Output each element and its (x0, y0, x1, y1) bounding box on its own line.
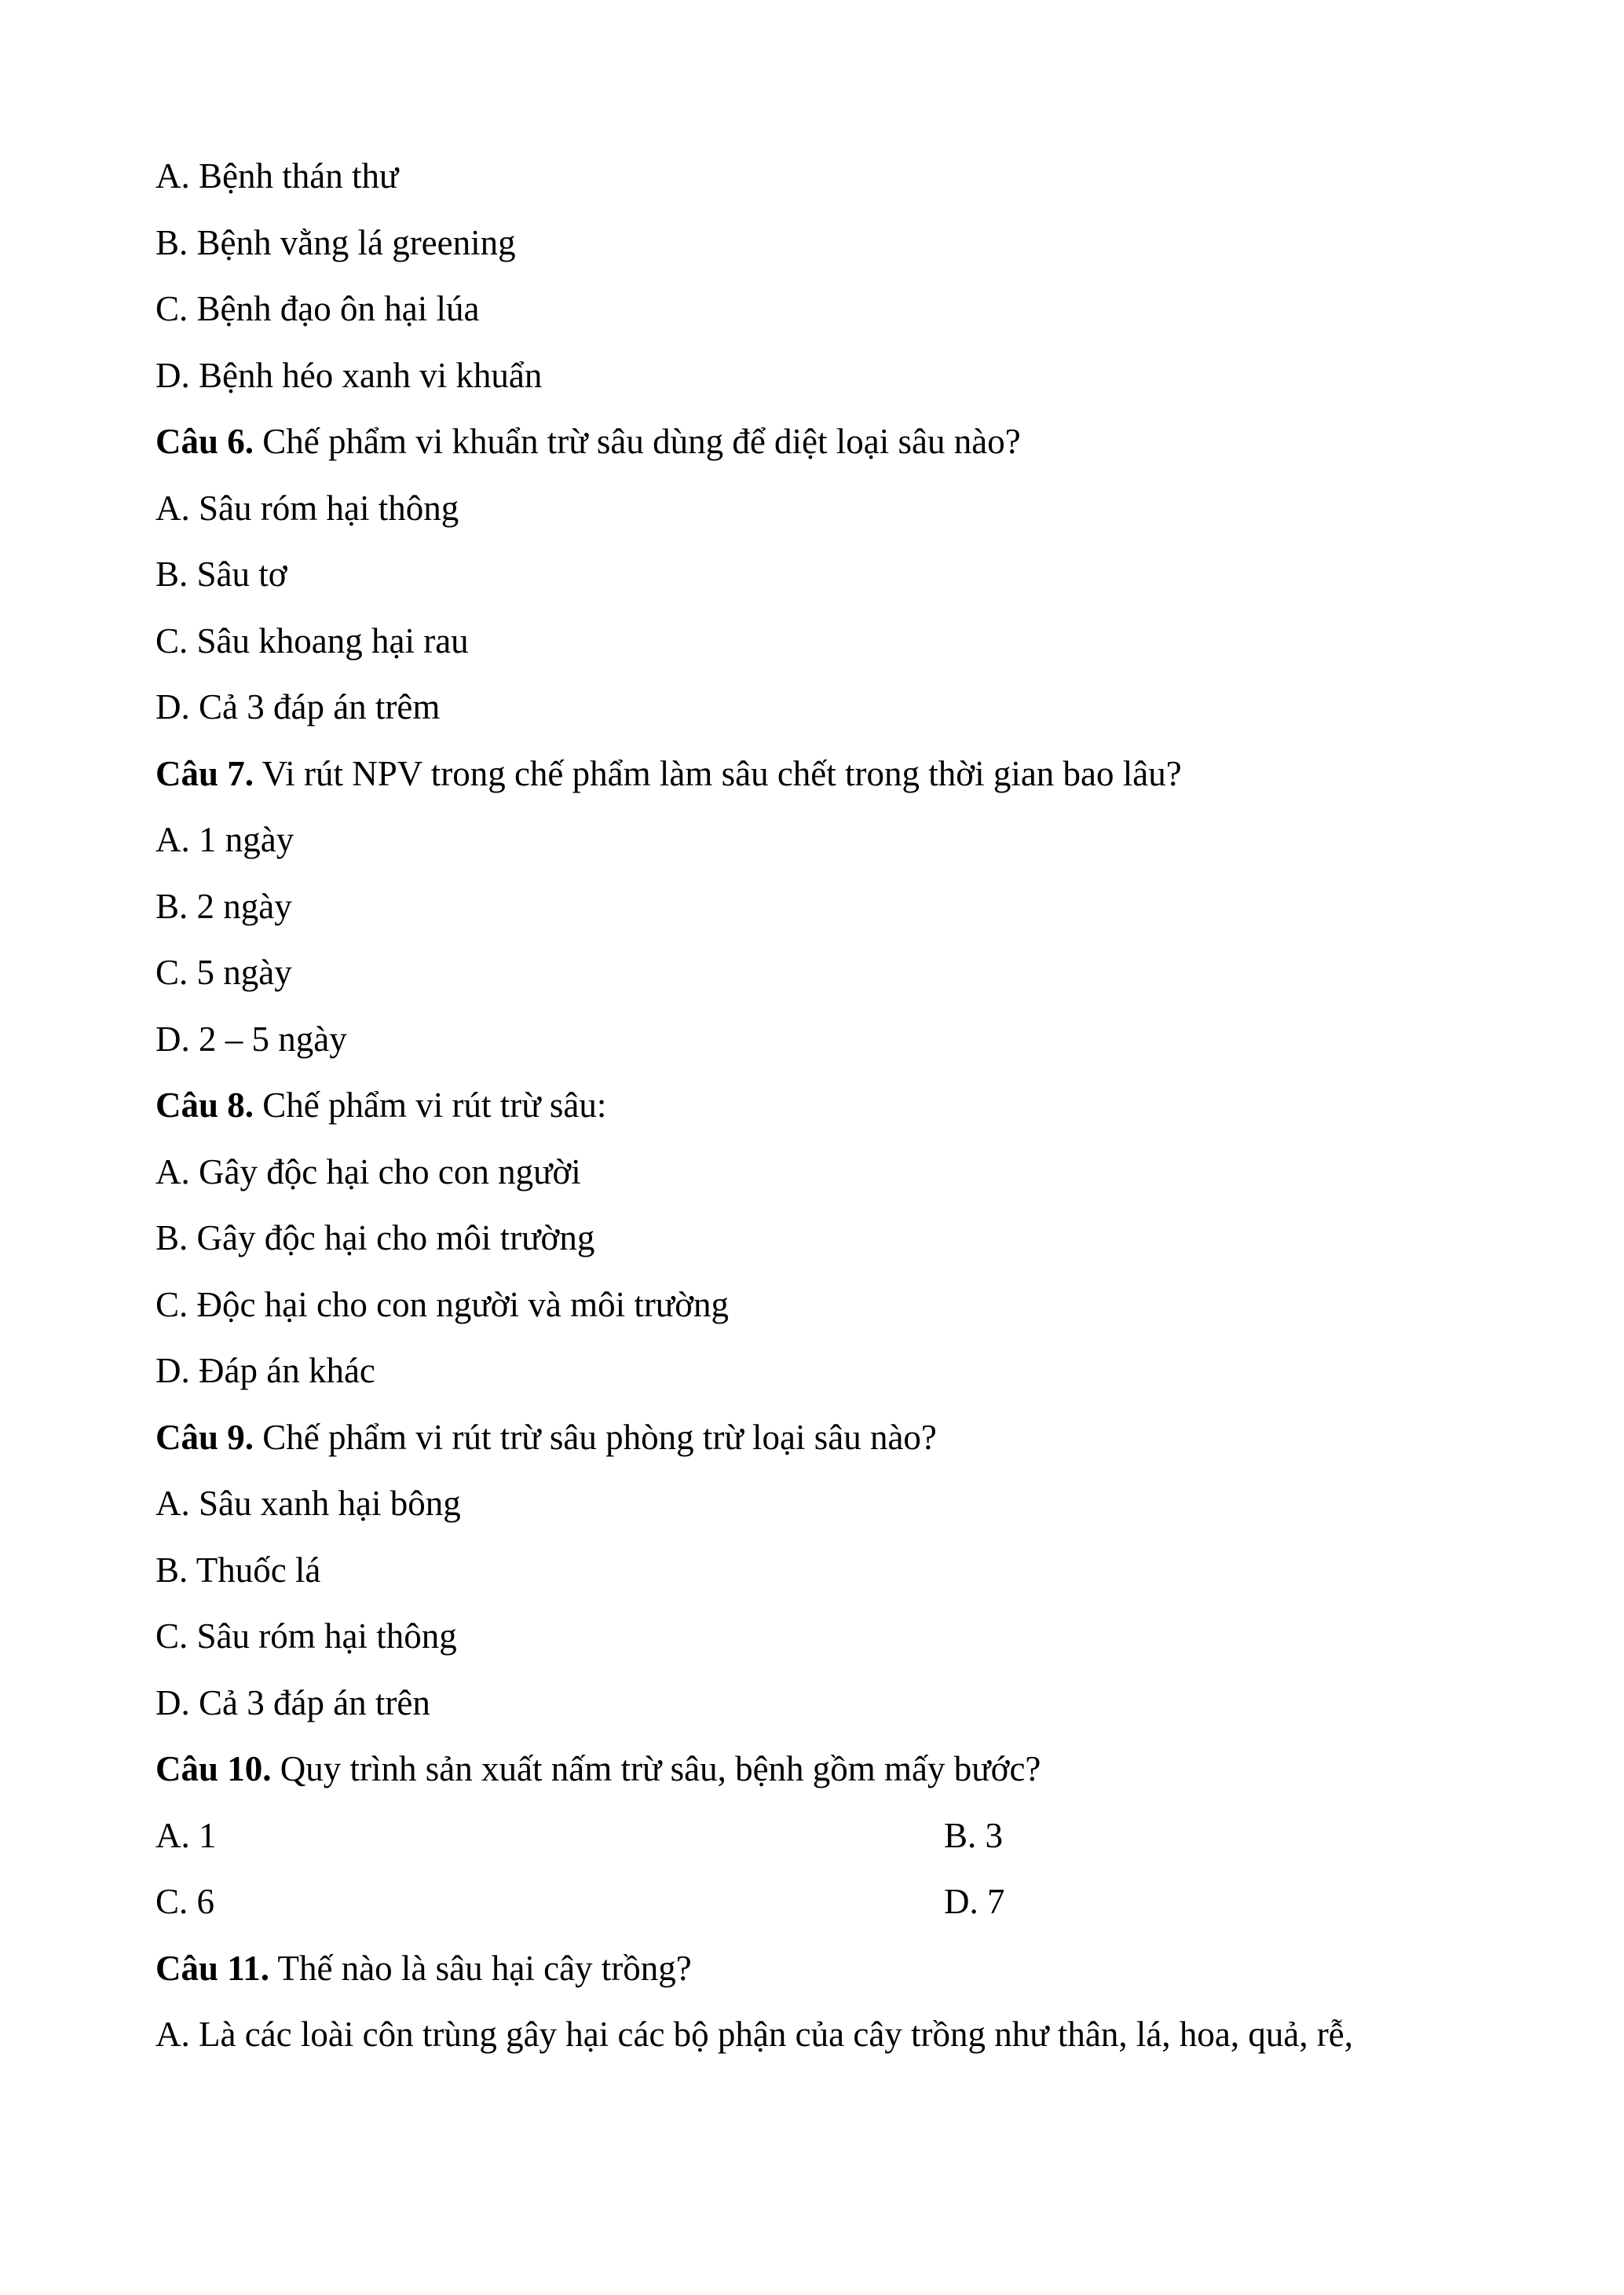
option-prev-c: C. Bệnh đạo ôn hại lúa (155, 289, 480, 328)
option-10-b: B. 3 (944, 1816, 1004, 1855)
option-8-b: B. Gây độc hại cho môi trường (155, 1218, 595, 1257)
option-6-d: D. Cả 3 đáp án trêm (155, 687, 441, 727)
question-number: Câu 7. (155, 754, 254, 793)
question-text: Chế phẩm vi rút trừ sâu: (254, 1085, 607, 1125)
question-9 (155, 1415, 937, 1459)
option-11-a: A. Là các loài côn trùng gây hại các bộ phận của cây trồng như thân, lá, hoa, quả, rễ, (155, 2015, 1354, 2054)
option-7-a: A. 1 ngày (155, 820, 294, 859)
option-9-c: C. Sâu róm hại thông (155, 1616, 457, 1656)
option-prev-b: B. Bệnh vằng lá greening (155, 223, 516, 262)
question-text: Chế phẩm vi khuẩn trừ sâu dùng để diệt loại sâu nào? (254, 422, 1021, 461)
option-9-a: A. Sâu xanh hại bông (155, 1484, 461, 1523)
option-6-b: B. Sâu tơ (155, 555, 287, 594)
option-8-d: D. Đáp án khác (155, 1351, 375, 1390)
question-10 (155, 1747, 1041, 1791)
question-number: Câu 10. (155, 1749, 272, 1788)
question-text: Vi rút NPV trong chế phẩm làm sâu chết trong thời gian bao lâu? (254, 754, 1182, 793)
option-8-c: C. Độc hại cho con người và môi trường (155, 1285, 729, 1324)
option-7-d: D. 2 – 5 ngày (155, 1019, 347, 1059)
question-11 (155, 1946, 692, 1990)
option-6-a: A. Sâu róm hại thông (155, 489, 459, 528)
question-number: Câu 6. (155, 422, 254, 461)
option-prev-d: D. Bệnh héo xanh vi khuẩn (155, 356, 543, 395)
option-10-d: D. 7 (944, 1882, 1005, 1921)
option-9-b: B. Thuốc lá (155, 1550, 321, 1590)
question-7 (155, 752, 1182, 796)
question-text: Chế phẩm vi rút trừ sâu phòng trừ loại sâu nào? (254, 1418, 937, 1457)
question-number: Câu 8. (155, 1085, 254, 1125)
question-text: Quy trình sản xuất nấm trừ sâu, bệnh gồm mấy bước? (271, 1749, 1041, 1788)
question-8 (155, 1083, 606, 1127)
option-7-b: B. 2 ngày (155, 887, 292, 926)
option-9-d: D. Cả 3 đáp án trên (155, 1683, 430, 1722)
option-6-c: C. Sâu khoang hại rau (155, 621, 469, 661)
question-number: Câu 9. (155, 1418, 254, 1457)
option-10-a: A. 1 (155, 1816, 217, 1855)
option-prev-a: A. Bệnh thán thư (155, 156, 399, 196)
question-6 (155, 419, 1021, 463)
option-8-a: A. Gây độc hại cho con người (155, 1152, 581, 1191)
option-10-c: C. 6 (155, 1882, 215, 1921)
question-number: Câu 11. (155, 1949, 270, 1988)
option-7-c: C. 5 ngày (155, 953, 292, 992)
question-text: Thế nào là sâu hại cây trồng? (269, 1949, 692, 1988)
